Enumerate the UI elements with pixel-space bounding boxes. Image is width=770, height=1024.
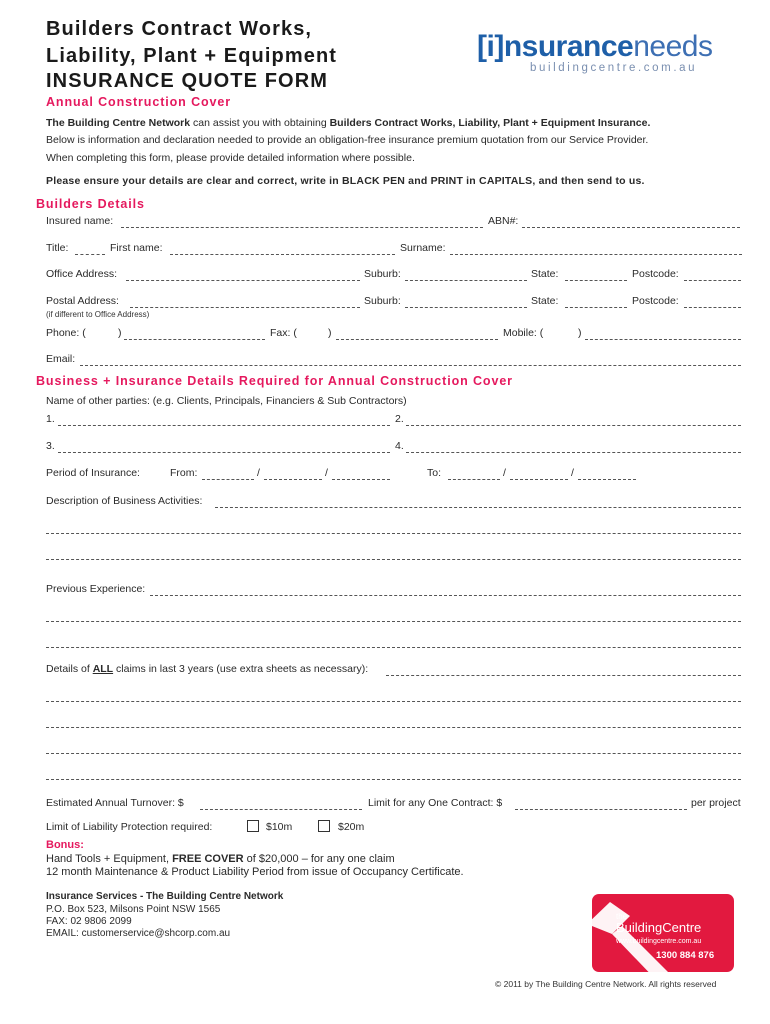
postal-suburb-label: Suburb: bbox=[364, 295, 401, 307]
to-slash-1: / bbox=[503, 467, 506, 479]
mobile-label: Mobile: ( bbox=[503, 327, 544, 339]
abn-field[interactable] bbox=[522, 227, 740, 228]
postal-address-field[interactable] bbox=[130, 307, 360, 308]
building-centre-logo bbox=[592, 894, 734, 972]
liability-20m-label: $20m bbox=[338, 821, 365, 833]
description-field-2[interactable] bbox=[46, 533, 741, 534]
logo-site: buildingcentre.com.au bbox=[530, 62, 698, 74]
contact-fax: FAX: 02 9806 2099 bbox=[46, 916, 132, 927]
form-title-line2: Liability, Plant + Equipment bbox=[46, 45, 338, 67]
email-field[interactable] bbox=[80, 365, 741, 366]
office-postcode-label: Postcode: bbox=[632, 268, 679, 280]
intro-line3: When completing this form, please provide detailed information where possible. bbox=[46, 152, 415, 164]
claims-field-4[interactable] bbox=[46, 753, 741, 754]
description-field-3[interactable] bbox=[46, 559, 741, 560]
from-year-field[interactable] bbox=[332, 479, 390, 480]
bc-logo-web: www.buildingcentre.com.au bbox=[616, 938, 702, 945]
insuranceneeds-logo: [i]nsuranceneeds bbox=[477, 30, 713, 63]
party-4-field[interactable] bbox=[406, 452, 741, 453]
claims-field-2[interactable] bbox=[46, 701, 741, 702]
claims-field-1[interactable] bbox=[386, 675, 741, 676]
phone-field[interactable] bbox=[124, 339, 265, 340]
liability-20m-checkbox[interactable] bbox=[318, 820, 330, 832]
phone-label: Phone: ( bbox=[46, 327, 86, 339]
liability-10m-label: $10m bbox=[266, 821, 293, 833]
limit-contract-label: Limit for any One Contract: $ bbox=[368, 797, 503, 809]
bonus-heading: Bonus: bbox=[46, 839, 84, 851]
intro-line1: The Building Centre Network can assist you with obtaining Builders Contract Works, Liability, Plant + Equipment Insurance. bbox=[46, 117, 651, 129]
period-label: Period of Insurance: bbox=[46, 467, 140, 479]
bonus-line2: 12 month Maintenance & Product Liability Period from issue of Occupancy Certificate. bbox=[46, 866, 464, 878]
contact-email: EMAIL: customerservice@shcorp.com.au bbox=[46, 928, 231, 939]
postal-state-label: State: bbox=[531, 295, 559, 307]
first-name-label: First name: bbox=[110, 242, 163, 254]
builders-details-heading: Builders Details bbox=[36, 197, 145, 211]
office-suburb-label: Suburb: bbox=[364, 268, 401, 280]
form-title-line3: INSURANCE QUOTE FORM bbox=[46, 70, 328, 92]
to-day-field[interactable] bbox=[448, 479, 500, 480]
fax-field[interactable] bbox=[336, 339, 498, 340]
business-heading: Business + Insurance Details Required for Annual Construction Cover bbox=[36, 374, 513, 388]
phone-close-paren: ) bbox=[118, 327, 122, 339]
subtitle: Annual Construction Cover bbox=[46, 95, 232, 109]
other-parties-label: Name of other parties: (e.g. Clients, Principals, Financiers & Sub Contractors) bbox=[46, 395, 407, 407]
form-title-line1: Builders Contract Works, bbox=[46, 18, 313, 40]
claims-field-5[interactable] bbox=[46, 779, 741, 780]
contact-heading: Insurance Services - The Building Centre Network bbox=[46, 891, 284, 902]
experience-field-2[interactable] bbox=[46, 621, 741, 622]
bc-logo-phone: 1300 884 876 bbox=[656, 950, 715, 961]
office-suburb-field[interactable] bbox=[405, 280, 527, 281]
title-label: Title: bbox=[46, 242, 69, 254]
to-slash-2: / bbox=[571, 467, 574, 479]
abn-label: ABN#: bbox=[488, 215, 519, 227]
from-label: From: bbox=[170, 467, 198, 479]
surname-field[interactable] bbox=[450, 254, 742, 255]
postal-suburb-field[interactable] bbox=[405, 307, 527, 308]
intro-line2: Below is information and declaration needed to provide an obligation-free insurance premium quotation from our Service Provider. bbox=[46, 134, 649, 146]
bc-logo-the: the bbox=[616, 912, 628, 921]
claims-label: Details of ALL claims in last 3 years (use extra sheets as necessary): bbox=[46, 663, 369, 675]
copyright-footer: © 2011 by The Building Centre Network. All rights reserved bbox=[495, 979, 717, 989]
office-state-label: State: bbox=[531, 268, 559, 280]
from-slash-2: / bbox=[325, 467, 328, 479]
fax-close-paren: ) bbox=[328, 327, 332, 339]
first-name-field[interactable] bbox=[170, 254, 395, 255]
from-day-field[interactable] bbox=[202, 479, 254, 480]
description-label: Description of Business Activities: bbox=[46, 495, 203, 507]
turnover-label: Estimated Annual Turnover: $ bbox=[46, 797, 184, 809]
from-slash-1: / bbox=[257, 467, 260, 479]
party-4-label: 4. bbox=[395, 440, 404, 452]
mobile-close-paren: ) bbox=[578, 327, 582, 339]
mobile-field[interactable] bbox=[585, 339, 741, 340]
office-address-field[interactable] bbox=[126, 280, 360, 281]
description-field-1[interactable] bbox=[215, 507, 741, 508]
bonus-line1: Hand Tools + Equipment, FREE COVER of $20,000 – for any one claim bbox=[46, 853, 395, 865]
party-3-field[interactable] bbox=[58, 452, 390, 453]
turnover-field[interactable] bbox=[200, 809, 362, 810]
contact-po: P.O. Box 523, Milsons Point NSW 1565 bbox=[46, 904, 221, 915]
limit-contract-field[interactable] bbox=[515, 809, 687, 810]
to-year-field[interactable] bbox=[578, 479, 636, 480]
claims-field-3[interactable] bbox=[46, 727, 741, 728]
party-3-label: 3. bbox=[46, 440, 55, 452]
from-month-field[interactable] bbox=[264, 479, 322, 480]
party-1-field[interactable] bbox=[58, 425, 390, 426]
postal-address-label: Postal Address: bbox=[46, 295, 119, 307]
insured-name-field[interactable] bbox=[121, 227, 483, 228]
party-2-label: 2. bbox=[395, 413, 404, 425]
liability-label: Limit of Liability Protection required: bbox=[46, 821, 213, 833]
notice: Please ensure your details are clear and correct, write in BLACK PEN and PRINT in CAPITALS, and then send to us. bbox=[46, 175, 645, 187]
experience-field-1[interactable] bbox=[150, 595, 741, 596]
email-label: Email: bbox=[46, 353, 76, 365]
experience-label: Previous Experience: bbox=[46, 583, 146, 595]
title-field[interactable] bbox=[75, 254, 105, 255]
surname-label: Surname: bbox=[400, 242, 446, 254]
per-project-label: per project bbox=[691, 797, 741, 809]
insured-name-label: Insured name: bbox=[46, 215, 114, 227]
office-address-label: Office Address: bbox=[46, 268, 118, 280]
office-postcode-field[interactable] bbox=[684, 280, 741, 281]
office-state-field[interactable] bbox=[565, 280, 627, 281]
to-label: To: bbox=[427, 467, 442, 479]
fax-label: Fax: ( bbox=[270, 327, 297, 339]
party-1-label: 1. bbox=[46, 413, 55, 425]
experience-field-3[interactable] bbox=[46, 647, 741, 648]
postal-postcode-label: Postcode: bbox=[632, 295, 679, 307]
liability-10m-checkbox[interactable] bbox=[247, 820, 259, 832]
postal-note: (if different to Office Address) bbox=[46, 310, 150, 319]
postal-state-field[interactable] bbox=[565, 307, 627, 308]
party-2-field[interactable] bbox=[406, 425, 741, 426]
postal-postcode-field[interactable] bbox=[684, 307, 741, 308]
to-month-field[interactable] bbox=[510, 479, 568, 480]
bc-logo-name: BuildingCentre bbox=[616, 920, 702, 935]
